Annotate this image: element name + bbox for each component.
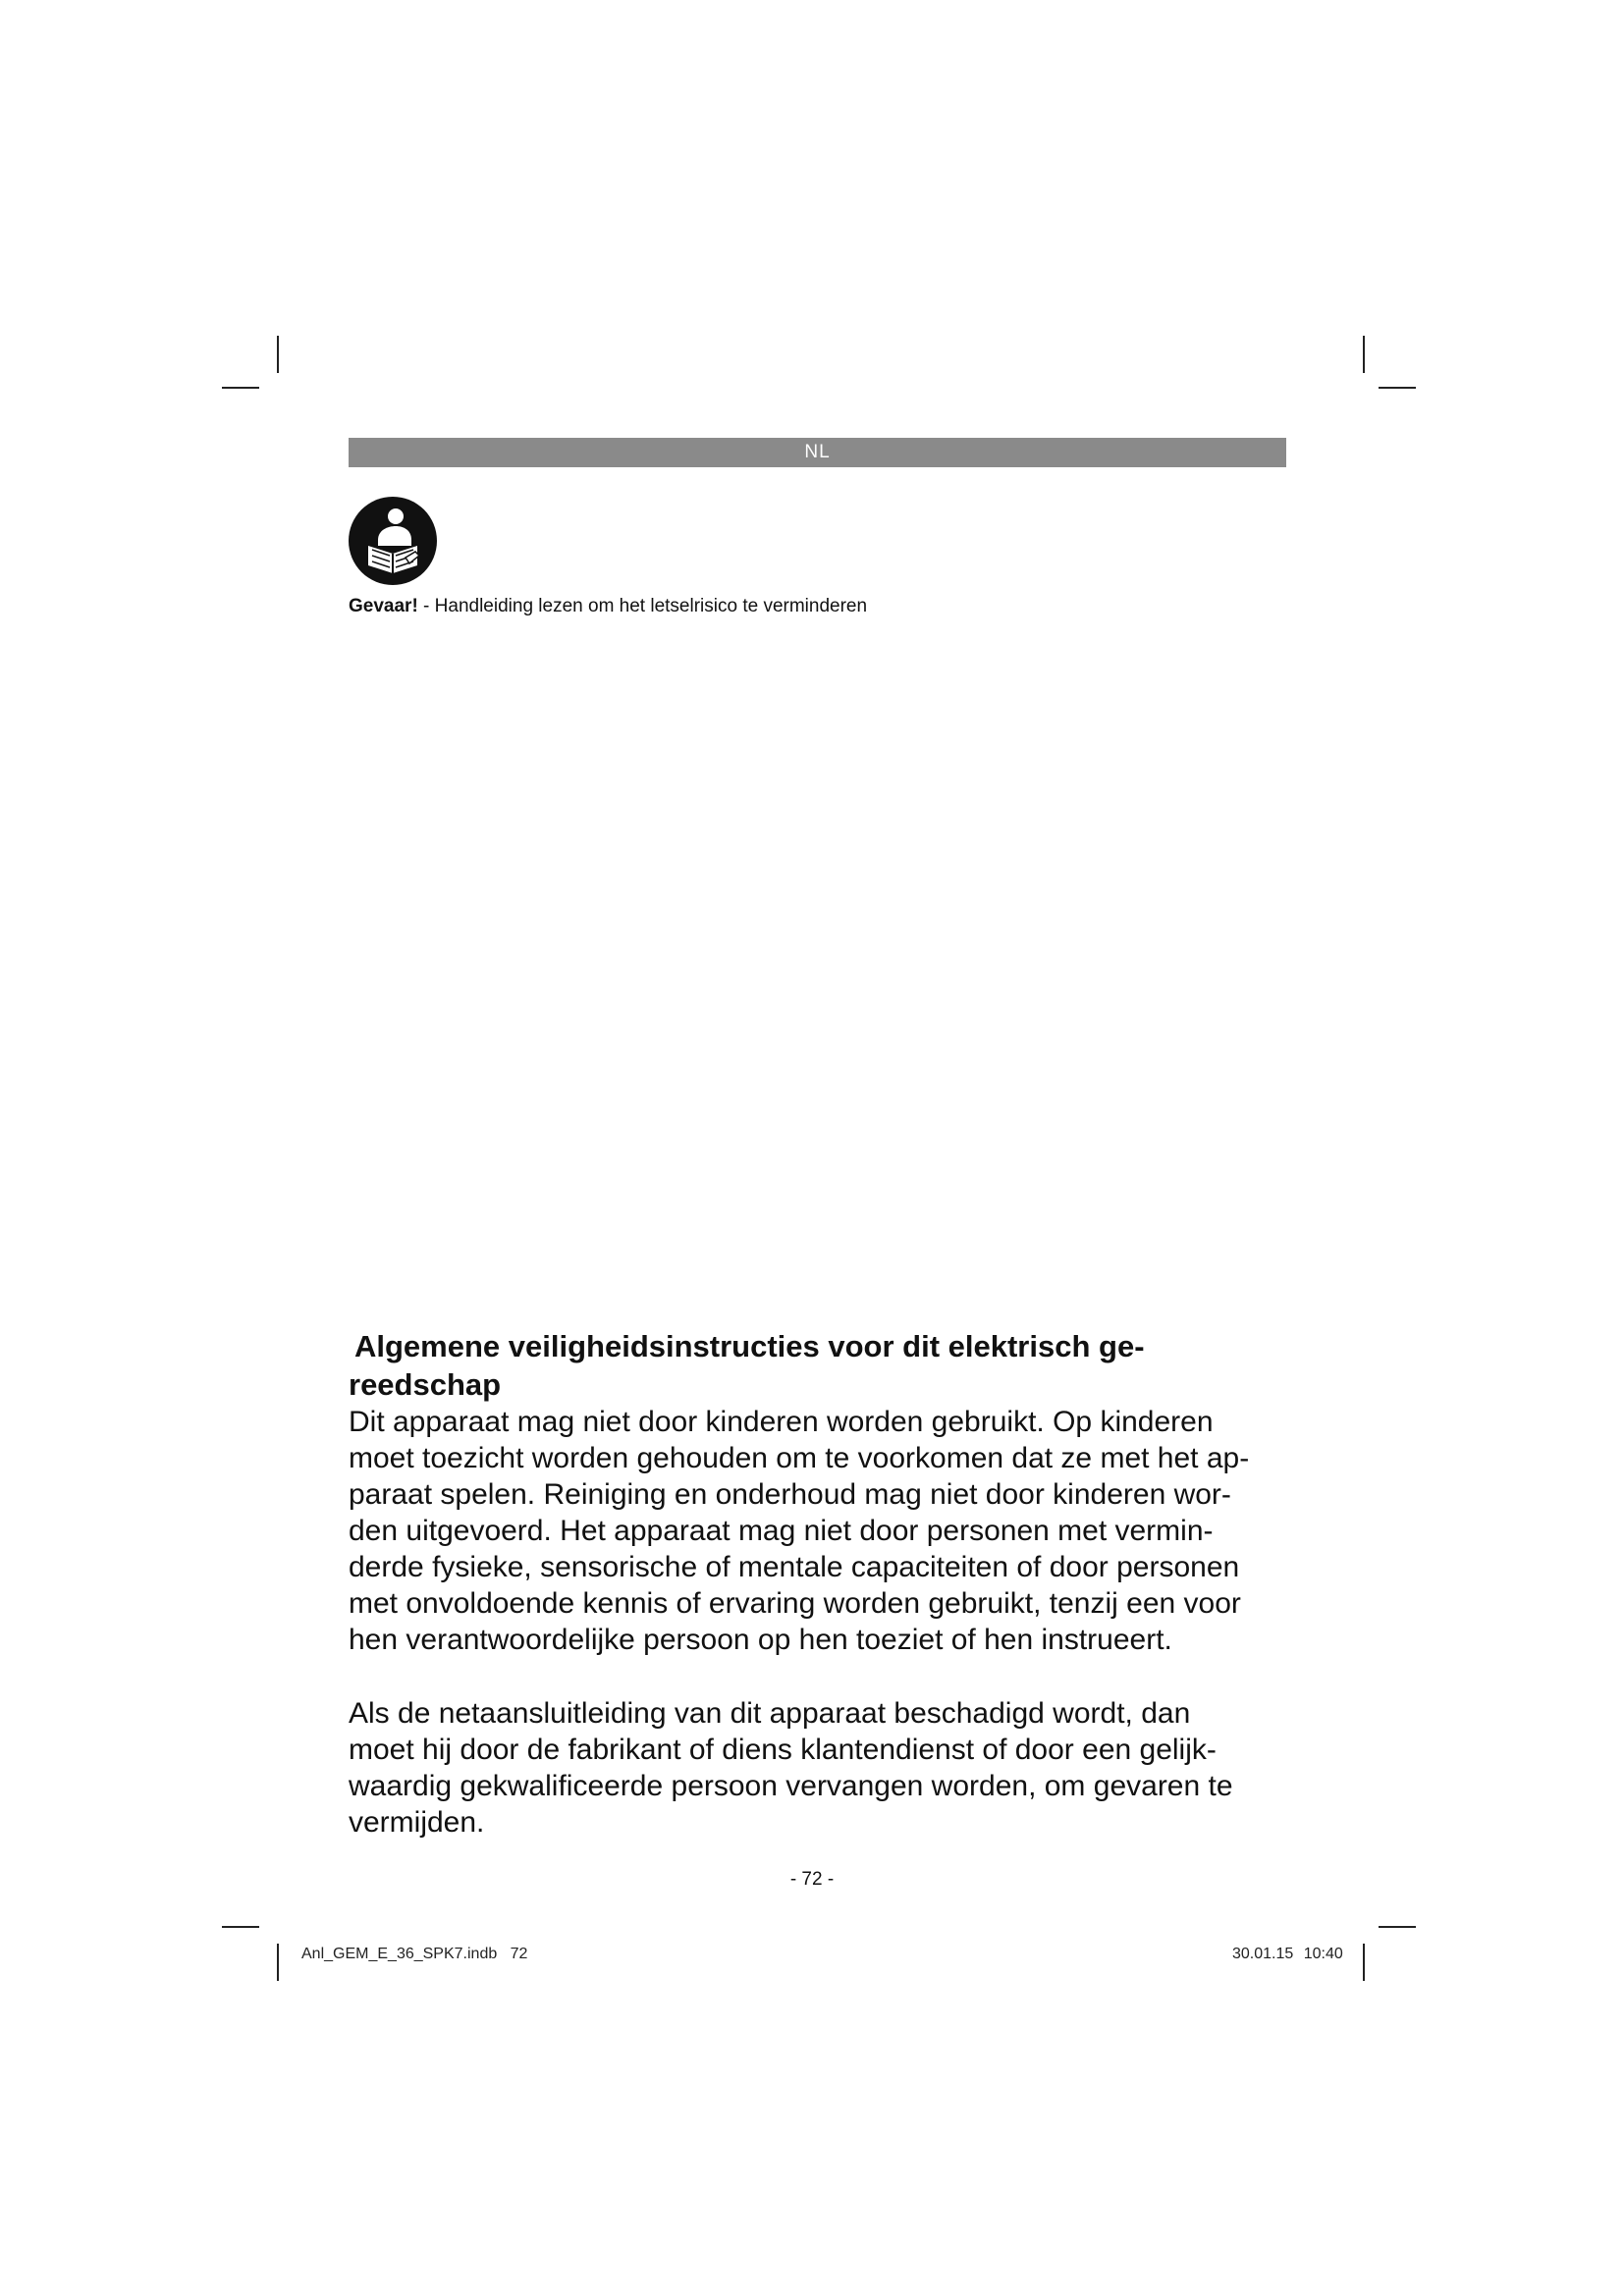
warning-caption bbox=[349, 595, 867, 618]
warning-label: Gevaar! bbox=[349, 596, 418, 616]
paragraph-children-restriction bbox=[349, 1404, 1291, 1658]
paragraph-line: waardig gekwalificeerde persoon vervangen worden, om gevaren te bbox=[349, 1770, 1233, 1802]
crop-mark-bottom-left-horizontal bbox=[222, 1926, 259, 1928]
section-title-line-1: Algemene veiligheidsinstructies voor dit elektrisch ge- bbox=[354, 1329, 1145, 1363]
paragraph-line: paraat spelen. Reiniging en onderhoud mag niet door kinderen wor- bbox=[349, 1478, 1231, 1511]
crop-mark-top-right-horizontal bbox=[1379, 387, 1416, 389]
language-header-bar bbox=[349, 438, 1286, 467]
crop-mark-top-right-vertical bbox=[1363, 336, 1365, 373]
paragraph-line: vermijden. bbox=[349, 1806, 485, 1839]
print-date-time: 30.01.15 10:40 bbox=[1232, 1946, 1343, 1962]
page-number: - 72 - bbox=[789, 1869, 835, 1890]
paragraph-line: Dit apparaat mag niet door kinderen worden gebruikt. Op kinderen bbox=[349, 1406, 1214, 1438]
crop-mark-top-left-vertical bbox=[277, 336, 279, 373]
crop-mark-bottom-right-horizontal bbox=[1379, 1926, 1416, 1928]
paragraph-line: hen verantwoordelijke persoon op hen toeziet of hen instrueert. bbox=[349, 1624, 1172, 1656]
paragraph-line: moet hij door de fabrikant of diens klantendienst of door een gelijk- bbox=[349, 1734, 1217, 1766]
paragraph-line: Als de netaansluitleiding van dit apparaat beschadigd wordt, dan bbox=[349, 1697, 1191, 1730]
warning-text: - Handleiding lezen om het letselrisico te verminderen bbox=[417, 596, 868, 616]
paragraph-power-cord bbox=[349, 1695, 1291, 1841]
safety-section bbox=[349, 1327, 1291, 1841]
read-manual-icon bbox=[349, 497, 437, 585]
paragraph-line: derde fysieke, sensorische of mentale capaciteiten of door personen bbox=[349, 1551, 1240, 1583]
crop-mark-top-left-horizontal bbox=[222, 387, 259, 389]
section-title bbox=[349, 1327, 1291, 1404]
section-title-line-2: reedschap bbox=[349, 1367, 502, 1402]
paragraph-gap bbox=[349, 1658, 1291, 1695]
paragraph-line: den uitgevoerd. Het apparaat mag niet door personen met vermin- bbox=[349, 1515, 1214, 1547]
paragraph-line: met onvoldoende kennis of ervaring worden gebruikt, tenzij een voor bbox=[349, 1587, 1241, 1620]
language-label: NL bbox=[804, 442, 831, 462]
paragraph-line: moet toezicht worden gehouden om te voorkomen dat ze met het ap- bbox=[349, 1442, 1250, 1474]
crop-mark-bottom-left-vertical bbox=[277, 1944, 279, 1981]
print-file-slug: Anl_GEM_E_36_SPK7.indb 72 bbox=[301, 1946, 528, 1962]
crop-mark-bottom-right-vertical bbox=[1363, 1944, 1365, 1981]
